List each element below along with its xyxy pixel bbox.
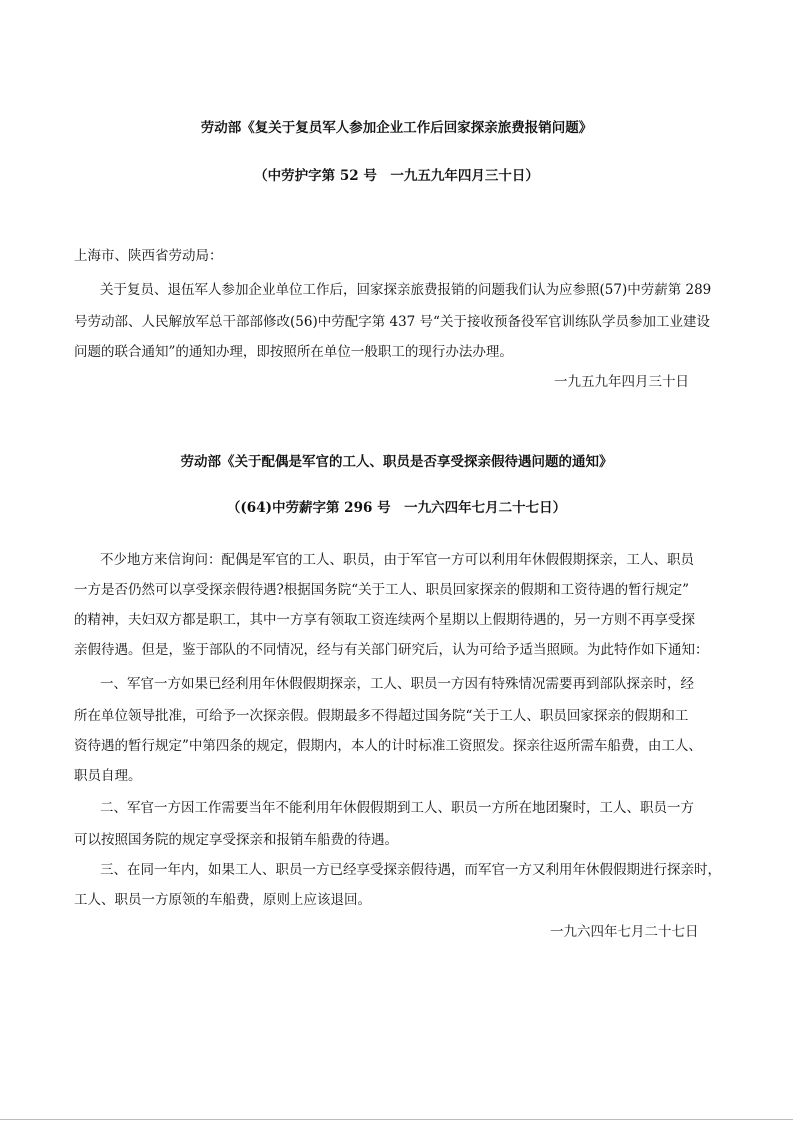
doc2-body-line: 资待遇的暂行规定”中第四条的规定，假期内，本人的计时标准工资照发。探亲往返所需车船费，由工人、 xyxy=(74,738,702,754)
doc2-date: 一九六四年七月二十七日 xyxy=(550,924,699,940)
doc2-body-line: 不少地方来信询问：配偶是军官的工人、职员，由于军官一方可以利用年休假假期探亲，工人、职员 xyxy=(100,552,694,568)
doc2-title: 劳动部《关于配偶是军官的工人、职员是否享受探亲假待遇问题的通知》 xyxy=(180,454,613,470)
doc2-subtitle: （(64)中劳薪字第 296 号 一九六四年七月二十七日） xyxy=(226,500,567,516)
doc2-body-line: 一、军官一方如果已经利用年休假假期探亲，工人、职员一方因有特殊情况需要再到部队探亲时，经 xyxy=(100,676,694,692)
doc1-date: 一九五九年四月三十日 xyxy=(554,374,689,390)
doc2-body-line: 可以按照国务院的规定享受探亲和报销车船费的待遇。 xyxy=(74,832,398,848)
doc2-body-line: 工人、职员一方原领的车船费，原则上应该退回。 xyxy=(74,892,371,908)
doc2-body-line: 三、在同一年内，如果工人、职员一方已经享受探亲假待遇，而军官一方又利用年休假假期进行探亲时， xyxy=(100,862,721,878)
doc2-body-line: 一方是否仍然可以享受探亲假待遇?根据国务院“关于工人、职员回家探亲的假期和工资待遇的暂行规定” xyxy=(74,582,690,598)
doc2-body-line: 的精神，夫妇双方都是职工，其中一方享有领取工资连续两个星期以上假期待遇的，另一方则不再享受探 xyxy=(74,612,695,628)
doc2-body-line: 所在单位领导批准，可给予一次探亲假。假期最多不得超过国务院“关于工人、职员回家探亲的假期和工 xyxy=(74,708,689,724)
doc1-body-line: 号劳动部、人民解放军总干部部修改(56)中劳配字第 437 号“关于接收预备役军官训练队学员参加工业建设 xyxy=(74,314,710,330)
doc1-body-line: 关于复员、退伍军人参加企业单位工作后，回家探亲旅费报销的问题我们认为应参照(57)中劳薪第 289 xyxy=(100,282,712,298)
doc2-body-line: 亲假待遇。但是，鉴于部队的不同情况，经与有关部门研究后，认为可给予适当照顾。为此特作如下通知： xyxy=(74,642,709,658)
doc1-subtitle: （中劳护字第 52 号 一九五九年四月三十日） xyxy=(254,168,539,184)
doc2-body-line: 二、军官一方因工作需要当年不能利用年休假假期到工人、职员一方所在地团聚时，工人、职员一方 xyxy=(100,800,694,816)
doc1-body-line: 问题的联合通知”的通知办理，即按照所在单位一般职工的现行办法办理。 xyxy=(74,344,513,360)
doc2-body-line: 职员自理。 xyxy=(74,768,142,784)
page-bottom-divider xyxy=(0,1119,793,1120)
doc1-title: 劳动部《复关于复员军人参加企业工作后回家探亲旅费报销问题》 xyxy=(200,120,593,136)
doc1-addressee: 上海市、陕西省劳动局： xyxy=(74,248,223,264)
